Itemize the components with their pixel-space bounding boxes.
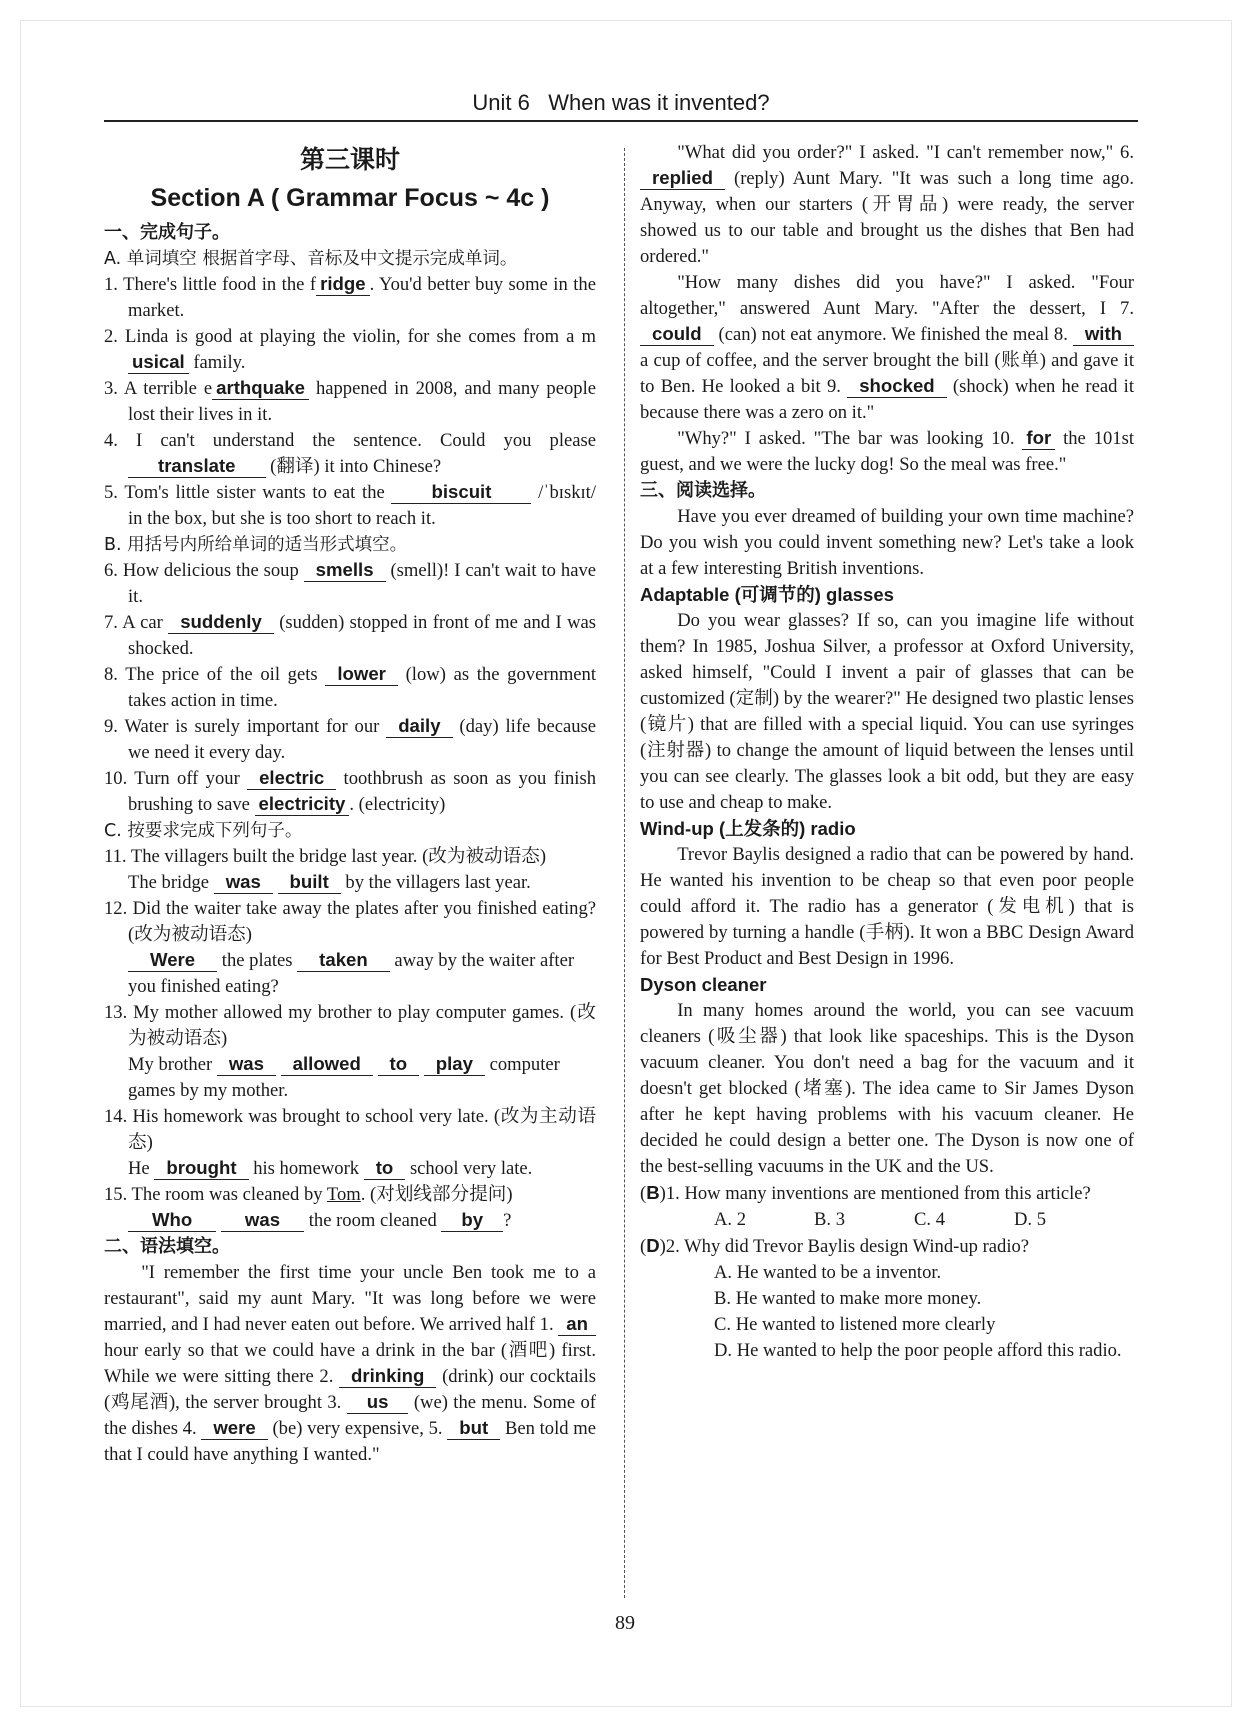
question-11-answer-line: The bridge was built by the villagers last year.	[128, 871, 531, 893]
mc2-option-c: C. He wanted to listened more clearly	[714, 1314, 996, 1335]
answer-11b: built	[278, 871, 341, 894]
page-number: 89	[615, 1612, 635, 1634]
section-2-heading: 二、语法填空。	[104, 1236, 230, 1257]
blank-6: replied	[640, 167, 725, 190]
answer-14b: to	[364, 1157, 406, 1180]
left-column	[104, 140, 596, 1468]
answer-10b: electricity	[255, 793, 350, 816]
grammar-passage-cont-3: "Why?" I asked. "The bar was looking 10. for the 101st guest, and we were the lucky dog! So the meal was free."	[640, 427, 1135, 475]
heading-glasses: Adaptable (可调节的) glasses	[640, 584, 894, 605]
reading-radio: Trevor Baylis designed a radio that can be powered by hand. He wanted his invention to be cheap so that even poor people could afford it. The radio has a generator (发电机) that is powered by turning a handle (手柄). It won a BBC Design Award for Best Product and Best Design in 1996.	[640, 844, 1134, 969]
question-10: 10. Turn off your electric toothbrush as soon as you finish brushing to save electricity . (electricity)	[104, 767, 597, 815]
reading-dyson: In many homes around the world, you can see vacuum cleaners (吸尘器) that look like spaceships. This is the Dyson vacuum cleaner. You don't need a bag for the vacuum and it doesn't get blocked (堵塞). The idea came to Sir James Dyson after he kept having problems with his vacuum cleaner. He decided he could design a better one. The Dyson is now one of the best-selling vacuums in the UK and the US.	[640, 1000, 1134, 1177]
section-3-heading: 三、阅读选择。	[640, 480, 766, 501]
reading-glasses: Do you wear glasses? If so, can you imagine life without them? In 1985, Joshua Silver, a professor at Oxford University, asked himself, "Could I invent a pair of glasses that can be customized (定制) by the wearer?" He designed two plastic lenses (镜片) that are filled with a special liquid. You can use syringes (注射器) to change the amount of liquid between the lenses until you can see clearly. The glasses look a bit odd, but they are easy to use and cheap to make.	[640, 610, 1134, 813]
answer-12a: Were	[128, 949, 217, 972]
grammar-passage-cont-1: "What did you order?" I asked. "I can't remember now," 6. replied (reply) Aunt Mary. "It was such a long time ago. Anyway, when our starters (开胃品) were ready, the server showed us to our table and brought us the dishes that Ben had ordered."	[640, 142, 1134, 267]
answer-3: arthquake	[212, 377, 309, 400]
answer-8: lower	[325, 663, 398, 686]
mc-answer-1: B	[646, 1182, 660, 1203]
mc-question-2: (D)2. Why did Trevor Baylis design Wind-up radio?	[640, 1235, 1030, 1257]
answer-15a: Who	[128, 1209, 216, 1232]
answer-13a: was	[217, 1053, 276, 1076]
right-column	[640, 140, 1134, 1364]
part-b-heading: B. 用括号内所给单词的适当形式填空。	[104, 535, 408, 555]
reading-intro: Have you ever dreamed of building your own time machine? Do you wish you could invent something new? Let's take a look at a few interesting British inventions.	[640, 506, 1134, 579]
part-c-heading: C. 按要求完成下列句子。	[104, 821, 303, 841]
answer-4: translate	[128, 455, 266, 478]
answer-13d: play	[424, 1053, 485, 1076]
question-5: 5. Tom's little sister wants to eat the biscuit /ˈbɪskɪt/ in the box, but she is too short to reach it.	[104, 481, 596, 529]
question-8: 8. The price of the oil gets lower (low) as the government takes action in time.	[104, 663, 596, 711]
blank-7: could	[640, 323, 714, 346]
question-9: 9. Water is surely important for our daily (day) life because we need it every day.	[104, 715, 596, 763]
question-7: 7. A car suddenly (sudden) stopped in front of me and I was shocked.	[104, 611, 596, 659]
answer-9: daily	[386, 715, 452, 738]
mc2-option-d: D. He wanted to help the poor people afford this radio.	[714, 1340, 1122, 1361]
grammar-passage-cont-2: "How many dishes did you have?" I asked. "Four altogether," answered Aunt Mary. "After the dessert, I 7. could (can) not eat anymore. We finished the meal 8. with a cup of coffee, and the server brought the bill (账单) and gave it to Ben. He looked a bit 9. shocked (shock) when he read it because there was a zero on it."	[640, 272, 1134, 423]
question-11: 11. The villagers built the bridge last year. (改为被动语态)	[104, 846, 547, 867]
blank-10: for	[1022, 427, 1055, 450]
section-1-heading: 一、完成句子。	[104, 222, 230, 243]
blank-8: with	[1073, 323, 1134, 346]
question-1: 1. There's little food in the f ridge . You'd better buy some in the market.	[104, 273, 596, 321]
answer-15c: by	[441, 1209, 503, 1232]
unit-label: Unit 6	[472, 90, 530, 115]
question-2: 2. Linda is good at playing the violin, for she comes from a musical family.	[104, 326, 596, 373]
answer-5: biscuit	[391, 481, 531, 504]
question-13-answer-line: My brother was allowed to play computer games by my mother.	[128, 1053, 560, 1101]
heading-radio: Wind-up (上发条的) radio	[640, 818, 856, 839]
mc-answer-2: D	[646, 1235, 660, 1256]
blank-1: an	[558, 1313, 596, 1336]
blank-2: drinking	[339, 1365, 436, 1388]
lesson-title-en: Section A ( Grammar Focus ~ 4c )	[150, 184, 550, 212]
lesson-title-cn: 第三课时	[299, 145, 400, 174]
question-6: 6. How delicious the soup smells (smell)! I can't wait to have it.	[104, 559, 596, 607]
answer-1: ridge	[316, 273, 369, 296]
answer-6: smells	[304, 559, 386, 582]
blank-5: but	[447, 1417, 500, 1440]
answer-14a: brought	[154, 1157, 248, 1180]
unit-title: When was it invented?	[548, 90, 770, 115]
answer-13c: to	[378, 1053, 420, 1076]
answer-2: usical	[128, 351, 189, 374]
question-13: 13. My mother allowed my brother to play computer games. (改为被动语态)	[104, 1002, 596, 1049]
answer-13b: allowed	[281, 1053, 373, 1076]
heading-dyson: Dyson cleaner	[640, 974, 767, 995]
answer-10a: electric	[247, 767, 336, 790]
part-a-heading: A. 单词填空 根据首字母、音标及中文提示完成单词。	[104, 249, 518, 269]
blank-4: were	[201, 1417, 267, 1440]
question-4: 4. I can't understand the sentence. Could you please translate (翻译) it into Chinese?	[104, 430, 596, 477]
mc-options-1: A. 2 B. 3 C. 4 D. 5	[714, 1209, 1047, 1230]
grammar-passage: "I remember the first time your uncle Ben took me to a restaurant", said my aunt Mary. "It was long before we were married, and I had never eaten out before. We arrived half 1. an hour early so that we could have a drink in the bar (酒吧) first. While we were sitting there 2. drinking (drink) our cocktails (鸡尾酒), the server brought 3. us (we) the menu. Some of the dishes 4. were (be) very expensive, 5. but Ben told me that I could have anything I wanted."	[104, 1262, 597, 1465]
question-3: 3. A terrible e arthquake happened in 2008, and many people lost their lives in it.	[104, 377, 596, 425]
blank-3: us	[347, 1391, 409, 1414]
question-15: 15. The room was cleaned by Tom. (对划线部分提问)	[104, 1184, 513, 1205]
mc2-option-b: B. He wanted to make more money.	[714, 1288, 982, 1309]
answer-15b: was	[221, 1209, 304, 1232]
question-12-answer-line: Were the plates taken away by the waiter after you finished eating?	[128, 949, 575, 997]
underlined-word: Tom	[326, 1184, 361, 1205]
mc-question-1: (B)1. How many inventions are mentioned from this article?	[640, 1182, 1091, 1204]
answer-12b: taken	[297, 949, 390, 972]
column-divider	[624, 148, 625, 1598]
question-15-answer-line: Who was the room cleaned by ?	[104, 1208, 596, 1234]
mc2-option-a: A. He wanted to be a inventor.	[714, 1262, 942, 1283]
answer-11a: was	[214, 871, 273, 894]
page-header	[104, 90, 1138, 122]
question-12: 12. Did the waiter take away the plates after you finished eating? (改为被动语态)	[104, 898, 596, 945]
blank-9: shocked	[847, 375, 946, 398]
question-14-answer-line: He brought his homework to school very late.	[128, 1157, 533, 1179]
question-14: 14. His homework was brought to school very late. (改为主动语态)	[104, 1106, 596, 1153]
answer-7: suddenly	[168, 611, 274, 634]
